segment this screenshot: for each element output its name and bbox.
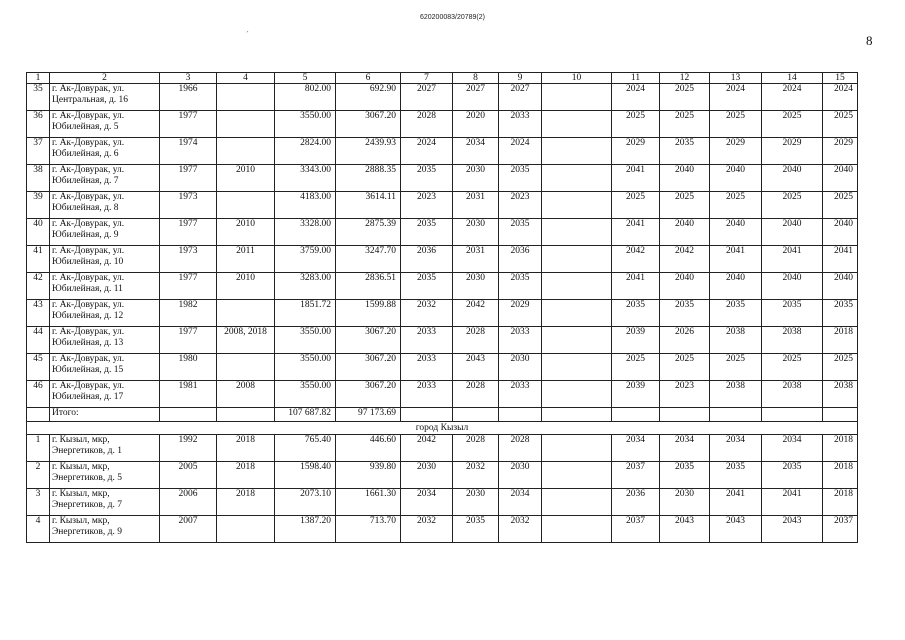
table-cell: 2032 — [499, 516, 542, 543]
table-cell: 2024 — [612, 84, 660, 111]
total-row — [27, 408, 858, 422]
table-cell: 2025 — [710, 111, 762, 138]
column-header: 9 — [499, 73, 542, 84]
table-cell: 2030 — [453, 489, 499, 516]
table-cell: 2035 — [401, 165, 453, 192]
row-number-cell: 4 — [27, 516, 50, 543]
column-header: 13 — [710, 73, 762, 84]
row-number-cell: 36 — [27, 111, 50, 138]
table-cell: 1977 — [160, 327, 217, 354]
row-number-cell: 40 — [27, 219, 50, 246]
table-cell: 2018 — [217, 489, 275, 516]
row-number-cell: 41 — [27, 246, 50, 273]
table-cell: 2040 — [660, 219, 710, 246]
table-cell — [217, 516, 275, 543]
table-cell: 3067.20 — [336, 381, 401, 408]
table-cell: 2035 — [710, 300, 762, 327]
table-cell: 2027 — [453, 84, 499, 111]
row-number-cell: 2 — [27, 462, 50, 489]
table-cell: 2025 — [612, 111, 660, 138]
table-cell: 2040 — [823, 165, 858, 192]
table-cell: 3067.20 — [336, 111, 401, 138]
table-cell: 2025 — [710, 192, 762, 219]
column-header: 1 — [27, 73, 50, 84]
table-cell: 2008, 2018 — [217, 327, 275, 354]
address-cell: г. Ак-Довурак, ул. Юбилейная, д. 12 — [50, 300, 160, 327]
table-cell: 3247.70 — [336, 246, 401, 273]
column-header: 6 — [336, 73, 401, 84]
table-body — [27, 73, 858, 543]
table-cell: 2024 — [499, 138, 542, 165]
document-id: 620200083/20789(2) — [419, 14, 485, 21]
table-cell: 1598.40 — [275, 462, 336, 489]
table-cell: 2040 — [762, 219, 823, 246]
table-cell: 802.00 — [275, 84, 336, 111]
table-cell: 2039 — [612, 381, 660, 408]
table-cell — [542, 273, 612, 300]
table-cell: 2025 — [710, 354, 762, 381]
table-cell: 3759.00 — [275, 246, 336, 273]
table-cell: 2036 — [401, 246, 453, 273]
table-cell — [217, 354, 275, 381]
table-cell: 2040 — [823, 219, 858, 246]
table-cell: 2041 — [612, 219, 660, 246]
table-cell: 2008 — [217, 381, 275, 408]
table-cell: 2040 — [823, 273, 858, 300]
table-cell: 2032 — [401, 300, 453, 327]
column-header: 3 — [160, 73, 217, 84]
row-number-cell: 1 — [27, 435, 50, 462]
table-cell — [542, 516, 612, 543]
column-header: 8 — [453, 73, 499, 84]
table-cell: 2034 — [762, 435, 823, 462]
table-cell: 3550.00 — [275, 327, 336, 354]
table-cell: 2025 — [762, 111, 823, 138]
table-cell: 2010 — [217, 165, 275, 192]
table-cell — [823, 408, 858, 422]
table-cell: 2036 — [499, 246, 542, 273]
table-cell: 2025 — [823, 354, 858, 381]
address-cell: г. Ак-Довурак, ул. Юбилейная, д. 6 — [50, 138, 160, 165]
row-number-cell: 39 — [27, 192, 50, 219]
address-cell: г. Кызыл, мкр, Энергетиков, д. 1 — [50, 435, 160, 462]
table-cell: 2073.10 — [275, 489, 336, 516]
table-cell: 2025 — [823, 192, 858, 219]
table-cell: 2836.51 — [336, 273, 401, 300]
table-cell: 2018 — [823, 327, 858, 354]
table-cell: 2034 — [401, 489, 453, 516]
address-cell: г. Ак-Довурак, ул. Центральная, д. 16 — [50, 84, 160, 111]
table-cell: 2040 — [710, 219, 762, 246]
table-cell — [762, 408, 823, 422]
table-cell: 2038 — [823, 381, 858, 408]
table-cell: 2025 — [660, 84, 710, 111]
total-value: 107 687.82 — [275, 408, 336, 422]
table-cell: 2034 — [660, 435, 710, 462]
table-cell: 2023 — [499, 192, 542, 219]
table-cell: 2031 — [453, 246, 499, 273]
table-cell: 2028 — [453, 381, 499, 408]
table-cell — [217, 111, 275, 138]
column-header: 14 — [762, 73, 823, 84]
table-cell: 1661.30 — [336, 489, 401, 516]
table-cell — [542, 219, 612, 246]
table-cell — [542, 300, 612, 327]
table-cell — [542, 354, 612, 381]
table-cell: 2007 — [160, 516, 217, 543]
table-cell: 2035 — [612, 300, 660, 327]
table-cell — [217, 84, 275, 111]
table-cell: 2888.35 — [336, 165, 401, 192]
column-header: 4 — [217, 73, 275, 84]
table-cell: 2035 — [499, 273, 542, 300]
address-cell: г. Кызыл, мкр, Энергетиков, д. 5 — [50, 462, 160, 489]
table-cell: 939.80 — [336, 462, 401, 489]
table-cell: 1992 — [160, 435, 217, 462]
table-cell: 1974 — [160, 138, 217, 165]
table-cell — [217, 408, 275, 422]
table-cell: 2031 — [453, 192, 499, 219]
address-cell: г. Ак-Довурак, ул. Юбилейная, д. 7 — [50, 165, 160, 192]
housing-table — [26, 72, 858, 543]
section-header-row — [27, 422, 858, 435]
address-cell: г. Ак-Довурак, ул. Юбилейная, д. 5 — [50, 111, 160, 138]
table-cell: 2018 — [823, 435, 858, 462]
table-cell — [217, 138, 275, 165]
table-cell: 2025 — [660, 354, 710, 381]
table-cell: 2024 — [710, 84, 762, 111]
table-row — [27, 354, 858, 381]
table-cell: 2033 — [401, 381, 453, 408]
table-cell: 2018 — [823, 489, 858, 516]
table-cell: 1387.20 — [275, 516, 336, 543]
table-cell: 2010 — [217, 273, 275, 300]
address-cell: г. Кызыл, мкр, Энергетиков, д. 7 — [50, 489, 160, 516]
table-cell: 2030 — [499, 354, 542, 381]
total-label: Итого: — [50, 408, 160, 422]
table-cell: 2037 — [612, 462, 660, 489]
table-cell: 1599.88 — [336, 300, 401, 327]
table-row — [27, 192, 858, 219]
table-cell: 2028 — [401, 111, 453, 138]
table-row — [27, 219, 858, 246]
table-cell: 2018 — [823, 462, 858, 489]
table-cell — [499, 408, 542, 422]
table-cell: 2030 — [453, 273, 499, 300]
table-cell: 2041 — [710, 246, 762, 273]
table-cell: 2025 — [762, 354, 823, 381]
table-cell: 1977 — [160, 111, 217, 138]
table-cell: 2028 — [453, 327, 499, 354]
table-cell: 1851.72 — [275, 300, 336, 327]
table-cell — [217, 300, 275, 327]
table-cell: 765.40 — [275, 435, 336, 462]
table-cell — [401, 408, 453, 422]
table-cell: 2035 — [762, 462, 823, 489]
table-cell: 2037 — [612, 516, 660, 543]
table-cell: 2038 — [762, 327, 823, 354]
address-cell: г. Ак-Довурак, ул. Юбилейная, д. 10 — [50, 246, 160, 273]
table-cell: 3550.00 — [275, 111, 336, 138]
table-cell: 2034 — [499, 489, 542, 516]
table-cell: 3067.20 — [336, 354, 401, 381]
table-cell: 2041 — [762, 489, 823, 516]
table-cell: 2033 — [401, 327, 453, 354]
table-cell: 2040 — [762, 273, 823, 300]
table-cell — [160, 408, 217, 422]
table-cell: 2029 — [499, 300, 542, 327]
row-number-cell: 3 — [27, 489, 50, 516]
table-cell: 2029 — [612, 138, 660, 165]
table-cell: 2042 — [660, 246, 710, 273]
table-cell: 2011 — [217, 246, 275, 273]
table-cell: 2025 — [823, 111, 858, 138]
table-cell: 2018 — [217, 462, 275, 489]
table-cell: 2439.93 — [336, 138, 401, 165]
table-cell — [542, 462, 612, 489]
table-cell: 1981 — [160, 381, 217, 408]
table-cell — [660, 408, 710, 422]
table-cell: 2028 — [453, 435, 499, 462]
table-cell: 2039 — [612, 327, 660, 354]
table-cell: 4183.00 — [275, 192, 336, 219]
table-cell — [542, 165, 612, 192]
table-cell: 2035 — [499, 219, 542, 246]
table-cell: 3067.20 — [336, 327, 401, 354]
table-cell — [542, 246, 612, 273]
address-cell: г. Ак-Довурак, ул. Юбилейная, д. 8 — [50, 192, 160, 219]
table-cell: 2824.00 — [275, 138, 336, 165]
table-cell: 2875.39 — [336, 219, 401, 246]
table-cell: 2029 — [710, 138, 762, 165]
table-cell: 2036 — [612, 489, 660, 516]
table-cell — [710, 408, 762, 422]
scan-mark: ´ — [246, 30, 249, 39]
table-row — [27, 246, 858, 273]
row-number-cell: 45 — [27, 354, 50, 381]
table-cell: 2041 — [762, 246, 823, 273]
table-cell: 2035 — [401, 219, 453, 246]
table-cell: 1982 — [160, 300, 217, 327]
table-cell: 2005 — [160, 462, 217, 489]
table-cell: 3343.00 — [275, 165, 336, 192]
table-cell: 2038 — [710, 381, 762, 408]
table-cell — [542, 192, 612, 219]
column-header: 7 — [401, 73, 453, 84]
table-cell: 2041 — [710, 489, 762, 516]
table-cell — [542, 327, 612, 354]
table-cell: 2040 — [762, 165, 823, 192]
table-row — [27, 111, 858, 138]
table-cell: 2032 — [453, 462, 499, 489]
column-header: 10 — [542, 73, 612, 84]
address-cell: г. Ак-Довурак, ул. Юбилейная, д. 15 — [50, 354, 160, 381]
table-cell: 2010 — [217, 219, 275, 246]
table-row — [27, 273, 858, 300]
column-header: 5 — [275, 73, 336, 84]
table-cell: 2030 — [499, 462, 542, 489]
table-cell: 2030 — [453, 165, 499, 192]
address-cell: г. Ак-Довурак, ул. Юбилейная, д. 9 — [50, 219, 160, 246]
header-row — [27, 73, 858, 84]
table-cell: 446.60 — [336, 435, 401, 462]
table-cell: 1973 — [160, 192, 217, 219]
table-cell: 2024 — [762, 84, 823, 111]
table-cell: 1977 — [160, 165, 217, 192]
table-cell: 2024 — [823, 84, 858, 111]
table-cell: 1980 — [160, 354, 217, 381]
table-cell: 2006 — [160, 489, 217, 516]
table-cell: 2043 — [710, 516, 762, 543]
table-cell: 2029 — [762, 138, 823, 165]
table-cell: 2032 — [401, 516, 453, 543]
table-cell: 2035 — [660, 462, 710, 489]
table-cell: 2038 — [710, 327, 762, 354]
table-cell: 2041 — [823, 246, 858, 273]
table-cell — [542, 84, 612, 111]
table-cell: 1973 — [160, 246, 217, 273]
table-cell: 2018 — [217, 435, 275, 462]
table-cell: 2023 — [660, 381, 710, 408]
table-cell — [217, 192, 275, 219]
table-cell — [542, 435, 612, 462]
table-cell: 3283.00 — [275, 273, 336, 300]
table-cell: 2035 — [401, 273, 453, 300]
column-header: 15 — [823, 73, 858, 84]
table-cell — [542, 381, 612, 408]
table-cell: 2029 — [823, 138, 858, 165]
table-cell: 2020 — [453, 111, 499, 138]
address-cell: г. Ак-Довурак, ул. Юбилейная, д. 13 — [50, 327, 160, 354]
row-number-cell: 46 — [27, 381, 50, 408]
table-cell: 2035 — [499, 165, 542, 192]
table-cell: 2040 — [660, 273, 710, 300]
table-cell: 2042 — [612, 246, 660, 273]
table-cell — [27, 408, 50, 422]
table-cell: 2030 — [401, 462, 453, 489]
table-cell: 2043 — [762, 516, 823, 543]
table-cell: 2040 — [710, 273, 762, 300]
table-cell: 2023 — [401, 192, 453, 219]
table-cell: 2035 — [453, 516, 499, 543]
table-row — [27, 516, 858, 543]
table-cell: 2040 — [660, 165, 710, 192]
table-cell — [542, 111, 612, 138]
table-row — [27, 435, 858, 462]
table-cell: 2042 — [401, 435, 453, 462]
table-cell: 2034 — [710, 435, 762, 462]
row-number-cell: 43 — [27, 300, 50, 327]
table-cell: 2025 — [762, 192, 823, 219]
table-cell: 692.90 — [336, 84, 401, 111]
table-cell: 2034 — [612, 435, 660, 462]
table-cell: 2025 — [660, 192, 710, 219]
table-cell: 2025 — [612, 354, 660, 381]
table-cell: 713.70 — [336, 516, 401, 543]
table-row — [27, 381, 858, 408]
table-cell: 3550.00 — [275, 381, 336, 408]
table-cell: 2041 — [612, 273, 660, 300]
table-cell: 1977 — [160, 219, 217, 246]
table-cell: 2033 — [401, 354, 453, 381]
table-cell: 2030 — [453, 219, 499, 246]
total-value: 97 173.69 — [336, 408, 401, 422]
table-cell: 2043 — [660, 516, 710, 543]
table-cell: 2033 — [499, 381, 542, 408]
table-cell: 2035 — [762, 300, 823, 327]
row-number-cell: 35 — [27, 84, 50, 111]
table-cell — [542, 138, 612, 165]
table-cell: 2026 — [660, 327, 710, 354]
table-row — [27, 84, 858, 111]
table-cell — [542, 489, 612, 516]
table-cell: 2034 — [453, 138, 499, 165]
column-header: 12 — [660, 73, 710, 84]
table-cell: 3328.00 — [275, 219, 336, 246]
table-cell: 2035 — [660, 300, 710, 327]
table-cell: 2040 — [710, 165, 762, 192]
row-number-cell: 44 — [27, 327, 50, 354]
address-cell: г. Кызыл, мкр, Энергетиков, д. 9 — [50, 516, 160, 543]
table-cell: 1966 — [160, 84, 217, 111]
table-cell: 2025 — [660, 111, 710, 138]
column-header: 2 — [50, 73, 160, 84]
table-cell: 2027 — [401, 84, 453, 111]
table-cell: 2042 — [453, 300, 499, 327]
column-header: 11 — [612, 73, 660, 84]
table-cell: 2030 — [660, 489, 710, 516]
table-cell: 2028 — [499, 435, 542, 462]
table-row — [27, 489, 858, 516]
table-cell — [612, 408, 660, 422]
section-title: город Кызыл — [27, 422, 858, 435]
table-cell: 2035 — [710, 462, 762, 489]
address-cell: г. Ак-Довурак, ул. Юбилейная, д. 17 — [50, 381, 160, 408]
table-cell: 2038 — [762, 381, 823, 408]
table-cell: 2043 — [453, 354, 499, 381]
address-cell: г. Ак-Довурак, ул. Юбилейная, д. 11 — [50, 273, 160, 300]
table-cell — [542, 408, 612, 422]
table-row — [27, 165, 858, 192]
table-cell: 2035 — [660, 138, 710, 165]
table-cell: 2035 — [823, 300, 858, 327]
table-cell: 2033 — [499, 327, 542, 354]
table-row — [27, 327, 858, 354]
table-cell: 2025 — [612, 192, 660, 219]
table-cell: 2024 — [401, 138, 453, 165]
table-row — [27, 138, 858, 165]
table-cell: 3550.00 — [275, 354, 336, 381]
row-number-cell: 37 — [27, 138, 50, 165]
page-number: 8 — [866, 33, 873, 48]
table-cell: 2033 — [499, 111, 542, 138]
table-cell: 2041 — [612, 165, 660, 192]
table-row — [27, 462, 858, 489]
table-cell: 3614.11 — [336, 192, 401, 219]
table-cell — [453, 408, 499, 422]
row-number-cell: 42 — [27, 273, 50, 300]
table-cell: 2037 — [823, 516, 858, 543]
row-number-cell: 38 — [27, 165, 50, 192]
table-row — [27, 300, 858, 327]
table-cell: 2027 — [499, 84, 542, 111]
table-cell: 1977 — [160, 273, 217, 300]
